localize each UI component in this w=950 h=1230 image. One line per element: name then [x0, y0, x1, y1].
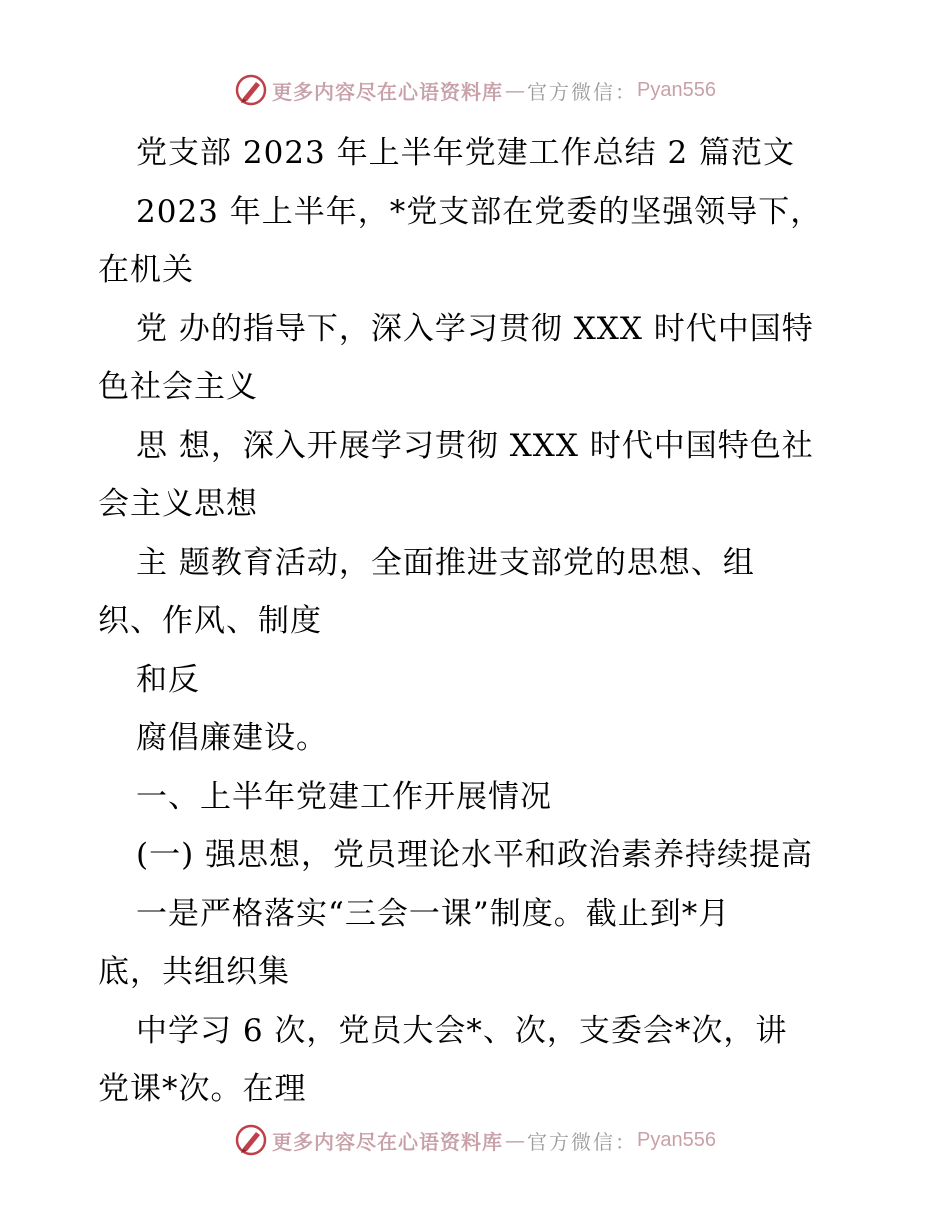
pen-logo-icon	[234, 73, 268, 107]
doc-line: 会主义思想	[98, 486, 258, 522]
doc-line: 中学习 6 次，党员大会*、次，支委会*次，讲	[136, 1012, 788, 1049]
watermark-wechat-id: Pyan556	[637, 78, 716, 101]
doc-title: 党支部 2023 年上半年党建工作总结 2 篇范文	[136, 135, 796, 171]
subsection-heading: (一) 强思想，党员理论水平和政治素养持续提高	[136, 837, 814, 873]
doc-line: 主 题教育活动，全面推进支部党的思想、组	[136, 544, 755, 581]
footer-watermark	[0, 1120, 950, 1160]
doc-line: 党课*次。在理	[98, 1071, 307, 1107]
header-watermark	[0, 70, 950, 110]
watermark-brand: 更多内容尽在心语资料库	[272, 1129, 504, 1154]
doc-line: 2023 年上半年，*党支部在党委的坚强领导下，	[136, 193, 823, 230]
doc-line: 织、作风、制度	[98, 603, 322, 639]
watermark-brand: 更多内容尽在心语资料库	[272, 79, 504, 104]
watermark-wechat-label: 官方微信：	[527, 79, 638, 104]
doc-line: 党 办的指导下，深入学习贯彻 XXX 时代中国特	[136, 310, 814, 347]
watermark-wechat-label: 官方微信：	[527, 1129, 638, 1154]
document-body	[98, 124, 858, 1119]
doc-line: 在机关	[98, 252, 194, 288]
doc-line: 和反	[136, 661, 200, 698]
doc-line: 底，共组织集	[98, 954, 290, 990]
doc-line: 腐倡廉建设。	[136, 720, 328, 756]
doc-line: 色社会主义	[98, 369, 258, 405]
watermark-separator: —	[505, 1128, 526, 1152]
doc-line: 一是严格落实“三会一课”制度。截止到*月	[136, 895, 731, 932]
section-heading: 一、上半年党建工作开展情况	[136, 778, 552, 815]
watermark-separator: —	[505, 78, 526, 102]
watermark-wechat-id: Pyan556	[637, 1128, 716, 1151]
doc-line: 思 想，深入开展学习贯彻 XXX 时代中国特色社	[136, 427, 814, 464]
pen-logo-icon	[234, 1123, 268, 1157]
